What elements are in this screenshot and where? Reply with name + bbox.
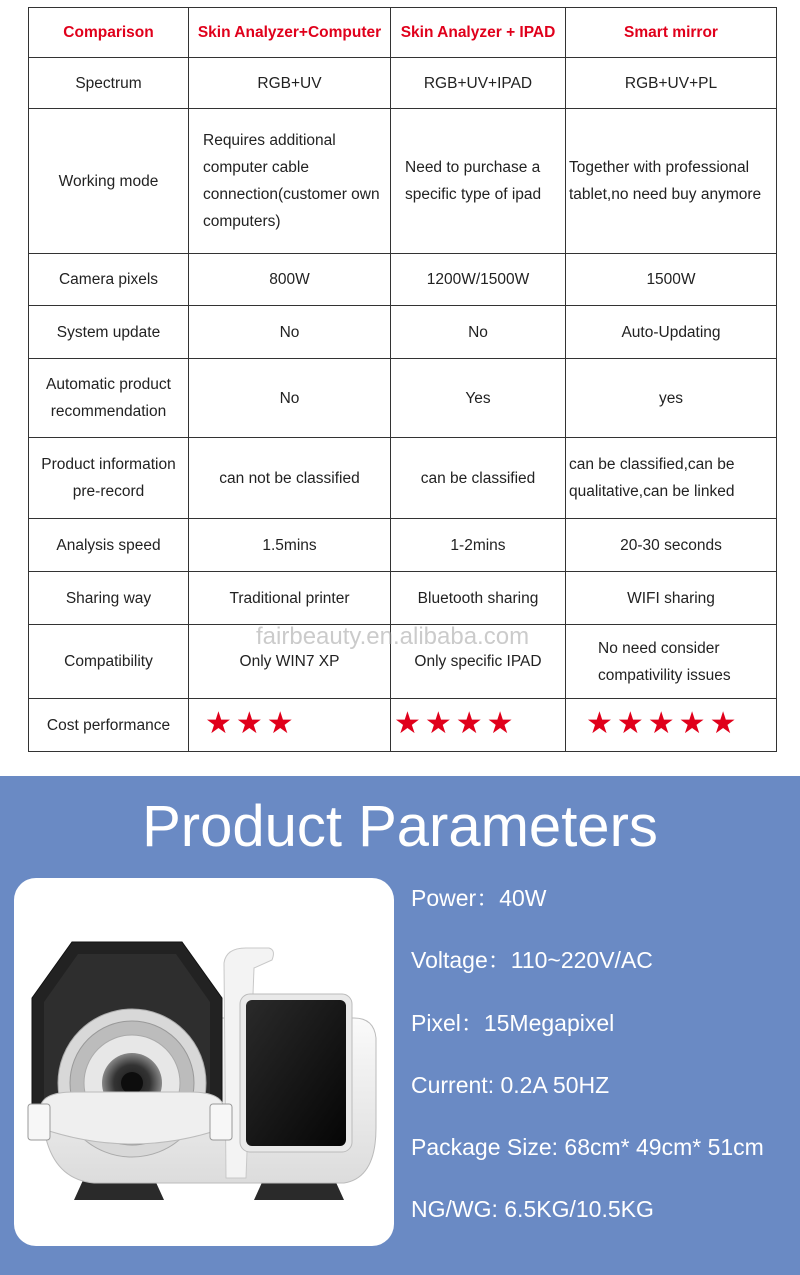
row-label: Analysis speed [29, 519, 189, 572]
table-cell: can not be classified [189, 438, 391, 519]
header-smart-mirror: Smart mirror [566, 8, 777, 58]
comparison-table [28, 7, 777, 752]
table-row [29, 306, 777, 359]
table-row [29, 58, 777, 109]
table-cell: 1200W/1500W [391, 254, 566, 306]
section-title: Product Parameters [142, 794, 658, 859]
table-cell: Bluetooth sharing [391, 572, 566, 625]
table-cell: Yes [391, 359, 566, 438]
table-row [29, 438, 777, 519]
table-cell: No [189, 359, 391, 438]
watermark: fairbeauty.en.alibaba.com [256, 623, 530, 650]
table-cell: WIFI sharing [566, 572, 777, 625]
table-cell: RGB+UV+PL [566, 58, 777, 109]
spec-voltage: Voltage：110~220V/AC [411, 947, 653, 974]
skin-analyzer-device-illustration [14, 878, 394, 1246]
table-cell: 800W [189, 254, 391, 306]
header-skin-analyzer-computer: Skin Analyzer+Computer [189, 8, 391, 58]
row-label: Working mode [29, 109, 189, 254]
table-cell: No need consider compativility issues [566, 625, 777, 699]
table-cell: can be classified [391, 438, 566, 519]
table-row [29, 699, 777, 752]
star-icons: ★★★★★ [586, 706, 741, 740]
row-label: Spectrum [29, 58, 189, 109]
row-label: Product information pre-record [29, 438, 189, 519]
table-cell: RGB+UV+IPAD [391, 58, 566, 109]
table-cell: Only WIN7 XP [189, 625, 391, 699]
table-cell: Need to purchase a specific type of ipad [391, 109, 566, 254]
table-cell: No [189, 306, 391, 359]
star-rating [189, 699, 391, 752]
table-cell: Together with professional tablet,no need buy anymore [566, 109, 777, 254]
spec-weight: NG/WG: 6.5KG/10.5KG [411, 1196, 654, 1223]
table-cell: yes [566, 359, 777, 438]
table-row [29, 254, 777, 306]
table-cell: Requires additional computer cable connection(customer own computers) [189, 109, 391, 254]
table-cell: 1500W [566, 254, 777, 306]
star-rating [566, 699, 777, 752]
spec-pixel: Pixel：15Megapixel [411, 1009, 615, 1036]
table-cell: RGB+UV [189, 58, 391, 109]
table-row [29, 109, 777, 254]
star-icons: ★★★ [205, 706, 298, 740]
row-label: Camera pixels [29, 254, 189, 306]
table-row [29, 625, 777, 699]
table-cell: 20-30 seconds [566, 519, 777, 572]
table-cell: No [391, 306, 566, 359]
star-rating [391, 699, 566, 752]
row-label: Compatibility [29, 625, 189, 699]
table-cell: Auto-Updating [566, 306, 777, 359]
row-label: Sharing way [29, 572, 189, 625]
product-parameters-section [0, 776, 800, 1275]
table-cell: can be classified,can be qualitative,can be linked [566, 438, 777, 519]
spec-current: Current: 0.2A 50HZ [411, 1071, 610, 1098]
table-row [29, 519, 777, 572]
row-label: System update [29, 306, 189, 359]
spec-package-size: Package Size: 68cm* 49cm* 51cm [411, 1134, 764, 1161]
table-cell: Only specific IPAD [391, 625, 566, 699]
row-label: Automatic product recommendation [29, 359, 189, 438]
table-row [29, 359, 777, 438]
table-row [29, 572, 777, 625]
table-cell: 1-2mins [391, 519, 566, 572]
row-label: Cost performance [29, 699, 189, 752]
product-image [14, 878, 394, 1246]
header-comparison: Comparison [29, 8, 189, 58]
star-icons: ★★★★ [394, 706, 518, 740]
spec-list [411, 882, 764, 1256]
table-header-row [29, 8, 777, 58]
spec-power: Power：40W [411, 885, 547, 911]
table-cell: 1.5mins [189, 519, 391, 572]
table-cell: Traditional printer [189, 572, 391, 625]
header-skin-analyzer-ipad: Skin Analyzer + IPAD [391, 8, 566, 58]
